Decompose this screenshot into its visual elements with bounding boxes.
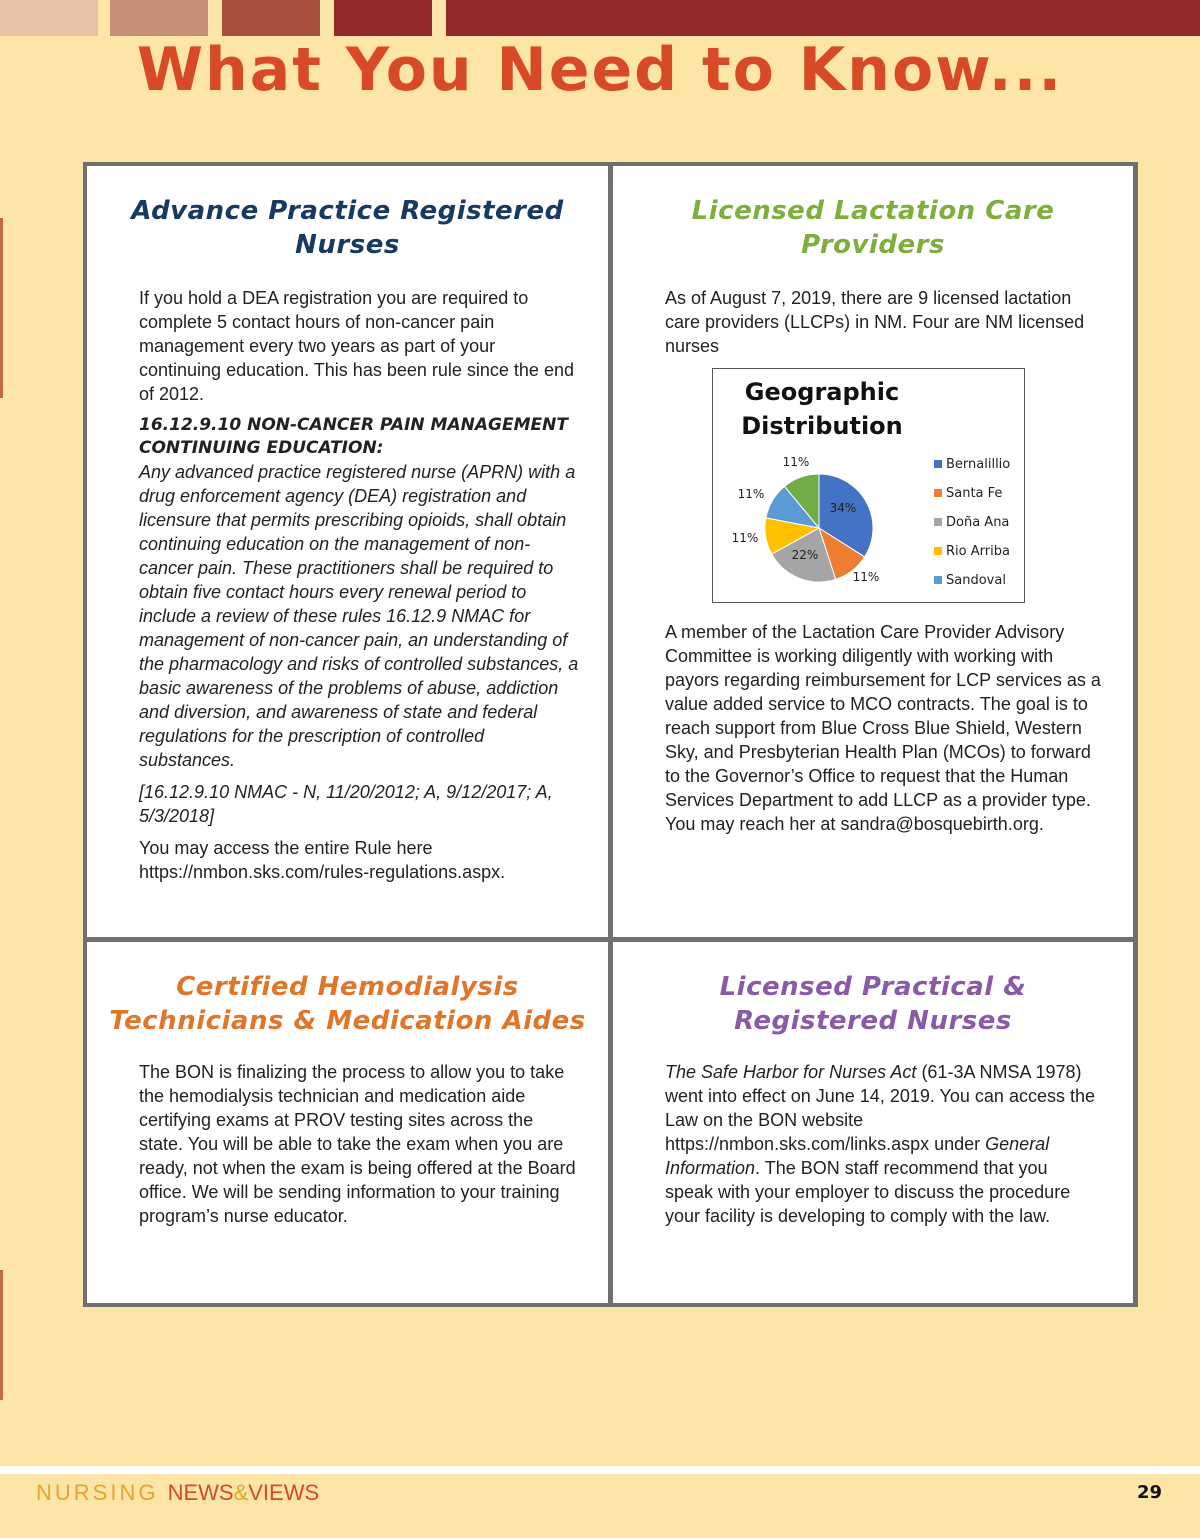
header-color-block bbox=[222, 0, 320, 36]
section-title-line: Licensed Practical & bbox=[719, 972, 1027, 1002]
section-title-line: Certified Hemodialysis bbox=[176, 972, 519, 1002]
legend-swatch bbox=[934, 489, 942, 497]
header-color-block bbox=[334, 0, 432, 36]
pie-data-label: 11% bbox=[737, 487, 765, 501]
chart-title-line: Geographic bbox=[744, 378, 900, 406]
section-hemodialysis bbox=[87, 942, 608, 1303]
intro-paragraph: If you hold a DEA registration you are required to complete 5 contact hours of non-cancer pain management every two years as part of your continuing education. This has been rule since the end of 2012. bbox=[139, 288, 574, 404]
section-title-line: Advance Practice Registered bbox=[131, 196, 564, 226]
top-band bbox=[0, 0, 1200, 36]
header-color-block bbox=[0, 0, 98, 36]
header-color-block bbox=[110, 0, 208, 36]
section-body: The BON is finalizing the process to allow you to take the hemodialysis technician and medication aide certifying exams at PROV testing sites across the state. You will be able to take the exam when you are ready, not when the exam is being offered at the Board office. We will be sending information to your training program’s nurse educator. bbox=[139, 1062, 576, 1226]
intro-paragraph: As of August 7, 2019, there are 9 licensed lactation care providers (LLCPs) in NM. Four are NM licensed nurses bbox=[665, 288, 1085, 356]
legend-label: Sandoval bbox=[946, 573, 1006, 588]
pie-data-label: 11% bbox=[731, 531, 759, 545]
pie-data-label: 22% bbox=[791, 548, 819, 562]
page-number: 29 bbox=[1136, 1482, 1162, 1503]
content-grid bbox=[83, 162, 1138, 1307]
rule-citation: [16.12.9.10 NMAC - N, 11/20/2012; A, 9/12/2017; A, 5/3/2018] bbox=[139, 782, 553, 826]
section-title bbox=[633, 970, 1113, 1038]
legend-label: Rio Arriba bbox=[946, 544, 1010, 559]
brand-word: NEWS bbox=[167, 1480, 234, 1505]
section-title-line: Providers bbox=[801, 230, 945, 260]
body-text: . The BON staff recommend that you speak with your employer to discuss the procedure your facility is developing to comply with the law. bbox=[665, 1158, 1071, 1226]
body-text: (61-3A NMSA 1978) went into effect on June 14, 2019. You can access the Law on the BON website https://nmbon.sks.com/links.aspx under bbox=[665, 1062, 1095, 1154]
legend-swatch bbox=[934, 460, 942, 468]
publication-name bbox=[36, 1480, 319, 1506]
chart-title-line: Distribution bbox=[741, 412, 903, 440]
pie-chart bbox=[713, 369, 1026, 604]
rule-text: Any advanced practice registered nurse (APRN) with a drug enforcement agency (DEA) registration and licensure that permits prescribing opioids, shall obtain continuing education on the management of non-cancer pain. These practitioners shall be required to obtain five contact hours every renewal period to include a review of these rules 16.12.9 NMAC for management of non-cancer pain, an understanding of the pharmacology and risks of controlled substances, a basic awareness of the problems of abuse, addiction and diversion, and awareness of state and federal regulations for the prescription of controlled substances. bbox=[139, 462, 579, 770]
section-title-line: Nurses bbox=[295, 230, 400, 260]
legend-label: Bernalillio bbox=[946, 457, 1011, 472]
section-title bbox=[633, 194, 1113, 262]
legend-swatch bbox=[934, 547, 942, 555]
pie-data-label: 11% bbox=[782, 455, 810, 469]
legend-label: Santa Fe bbox=[946, 486, 1003, 501]
section-title-line: Technicians & Medication Aides bbox=[109, 1006, 586, 1036]
geographic-distribution-chart bbox=[712, 368, 1025, 603]
access-paragraph: You may access the entire Rule here https://nmbon.sks.com/rules-regulations.aspx. bbox=[139, 838, 506, 882]
brand-word: NURSING bbox=[36, 1480, 168, 1505]
rule-heading: 16.12.9.10 NON-CANCER PAIN MANAGEMENT CONTINUING EDUCATION: bbox=[139, 415, 568, 458]
page-title: What You Need to Know... bbox=[136, 35, 1064, 105]
general-information-link[interactable]: General Information bbox=[665, 1134, 1050, 1178]
section-aprn bbox=[87, 166, 608, 937]
legend-swatch bbox=[934, 518, 942, 526]
pie-data-label: 34% bbox=[829, 501, 857, 515]
section-lpn-rn bbox=[613, 942, 1133, 1303]
pie-data-label: 11% bbox=[852, 570, 880, 584]
act-name: The Safe Harbor for Nurses Act bbox=[665, 1062, 917, 1082]
side-accent bbox=[0, 218, 3, 398]
section-body bbox=[139, 286, 579, 892]
section-title-line: Licensed Lactation Care bbox=[691, 196, 1055, 226]
section-title bbox=[107, 194, 588, 262]
legend-swatch bbox=[934, 576, 942, 584]
section-title-line: Registered Nurses bbox=[734, 1006, 1012, 1036]
legend-label: Doña Ana bbox=[946, 515, 1010, 530]
brand-ampersand: & bbox=[233, 1480, 249, 1505]
header-color-bar bbox=[446, 0, 1200, 36]
section-llcp bbox=[613, 166, 1133, 937]
section-title bbox=[107, 970, 588, 1038]
section-body bbox=[665, 1060, 1095, 1228]
side-accent bbox=[0, 1270, 3, 1400]
footer-rule bbox=[0, 1466, 1200, 1474]
section-body: A member of the Lactation Care Provider Advisory Committee is working diligently with working with payors regarding reimbursement for LCP services as a value added service to MCO contracts. The goal is to reach support from Blue Cross Blue Shield, Western Sky, and Presbyterian Health Plan (MCOs) to forward to the Governor’s Office to request that the Human Services Department to add LLCP as a provider type. You may reach her at sandra@bosquebirth.org. bbox=[665, 622, 1101, 834]
brand-word: VIEWS bbox=[248, 1480, 320, 1505]
